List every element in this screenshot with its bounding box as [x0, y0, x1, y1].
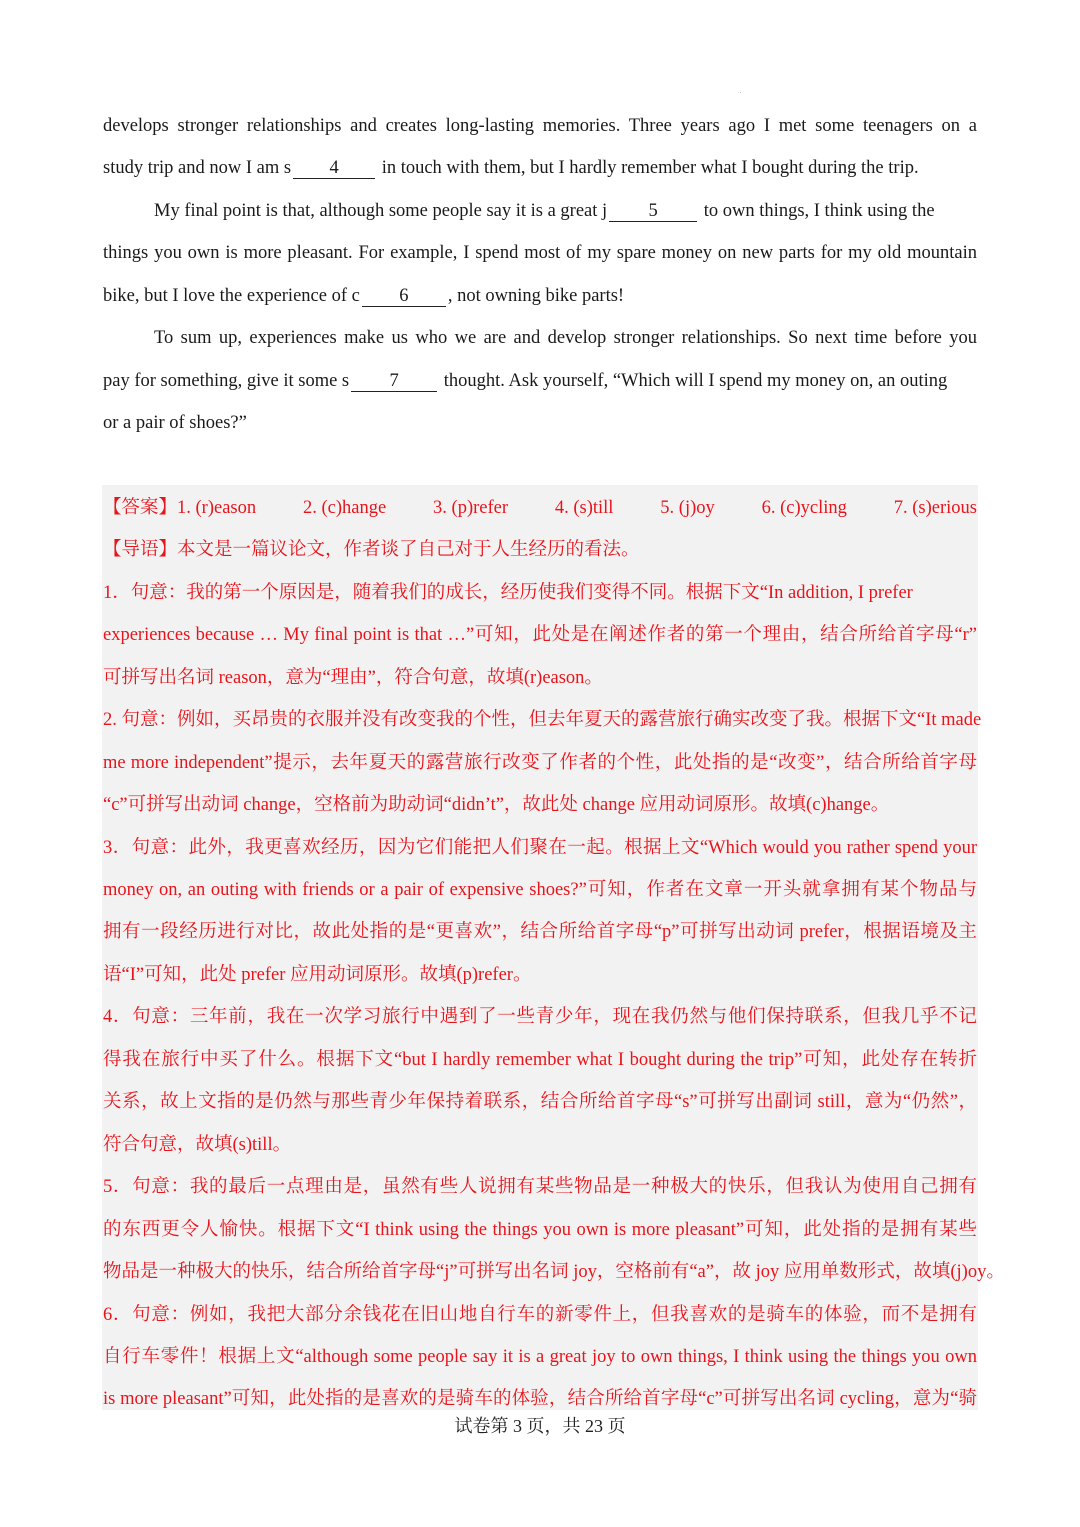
passage-text: to own things, I think using the [699, 201, 935, 221]
passage-line: or a pair of shoes?” [103, 413, 247, 433]
passage-line: things you own is more pleasant. For example, I spend most of my spare money on new parts for my old mountain [103, 243, 977, 263]
explanation-line: 4．句意：三年前，我在一次学习旅行中遇到了一些青少年，现在我仍然与他们保持联系，但我几乎不记 [103, 1007, 977, 1027]
answer-item: 6. (c)ycling [761, 498, 847, 518]
explanation-line: 6．句意：例如，我把大部分余钱花在旧山地自行车的新零件上，但我喜欢的是骑车的体验，而不是拥有 [103, 1305, 977, 1325]
passage-line: develops stronger relationships and creates long-lasting memories. Three years ago I met some teenagers on a [103, 116, 977, 136]
passage-text: study trip and now I am s [103, 158, 292, 178]
explanation-line: “c”可拼写出动词 change，空格前为助动词“didn’t”，故此处 change 应用动词原形。故填(c)hange。 [103, 795, 890, 815]
passage-text: in touch with them, but I hardly remember what I bought during the trip. [377, 158, 919, 178]
blank-7: 7 [351, 371, 437, 392]
explanation-line: 符合句意，故填(s)till。 [103, 1135, 292, 1155]
answer-label: 【答案】 [103, 498, 178, 518]
blank-4: 4 [293, 158, 375, 179]
scan-speck [740, 92, 741, 93]
intro-text: 本文是一篇议论文，作者谈了自己对于人生经历的看法。 [177, 540, 640, 560]
blank-6: 6 [362, 286, 446, 307]
intro-line [103, 538, 977, 562]
passage-line [103, 284, 977, 308]
explanation-line: 得我在旅行中买了什么。根据下文“but I hardly remember what I bought during the trip”可知，此处存在转折 [103, 1050, 977, 1070]
explanation-line: me more independent”提示，去年夏天的露营旅行改变了作者的个性，此处指的是“改变”，结合所给首字母 [103, 753, 977, 773]
passage-line [103, 199, 977, 223]
explanation-line: 5．句意：我的最后一点理由是，虽然有些人说拥有某些物品是一种极大的快乐，但我认为使用自己拥有 [103, 1177, 977, 1197]
answer-item: 2. (c)hange [302, 498, 387, 518]
passage-text: pay for something, give it some s [103, 371, 350, 391]
explanation-line: 可拼写出名词 reason，意为“理由”，符合句意，故填(r)eason。 [103, 668, 603, 688]
explanation-line: experiences because … My final point is that …”可知，此处是在阐述作者的第一个理由，结合所给首字母“r” [103, 625, 977, 645]
explanation-line: is more pleasant”可知，此处指的是喜欢的是骑车的体验，结合所给首字母“c”可拼写出名词 cycling，意为“骑 [103, 1389, 977, 1409]
passage-line [103, 156, 977, 180]
explanation-line: 语“I”可知，此处 prefer 应用动词原形。故填(p)refer。 [103, 965, 532, 985]
page-footer: 试卷第 3 页，共 23 页 [454, 1416, 626, 1436]
intro-label: 【导语】 [103, 540, 178, 560]
answer-item: 【答案】1. (r)eason [103, 498, 257, 518]
passage-text: My final point is that, although some people say it is a great j [154, 201, 608, 221]
explanation-line: 3．句意：此外，我更喜欢经历，因为它们能把人们聚在一起。根据上文“Which would you rather spend your [103, 838, 977, 858]
passage-line: To sum up, experiences make us who we are and develop stronger relationships. So next time before you [154, 328, 977, 348]
explanation-line: 物品是一种极大的快乐，结合所给首字母“j”可拼写出名词 joy，空格前有“a”，故 joy 应用单数形式，故填(j)oy。 [103, 1262, 1005, 1282]
blank-5: 5 [609, 201, 697, 222]
passage-text: , not owning bike parts! [447, 286, 625, 306]
passage-text: bike, but I love the experience of c [103, 286, 360, 306]
answer-item: 4. (s)till [554, 498, 614, 518]
explanation-line: 自行车零件！根据上文“although some people say it is a great joy to own things, I think using the things you own [103, 1347, 977, 1367]
answer-key-row [103, 496, 977, 520]
passage-text: thought. Ask yourself, “Which will I spend my money on, an outing [439, 371, 948, 391]
answer-item: 5. (j)oy [660, 498, 715, 518]
explanation-line: money on, an outing with friends or a pair of expensive shoes?”可知，作者在文章一开头就拿拥有某个物品与 [103, 880, 977, 900]
passage-line [103, 369, 977, 393]
answer-item: 3. (p)refer [433, 498, 509, 518]
explanation-line: 关系，故上文指的是仍然与那些青少年保持着联系，结合所给首字母“s”可拼写出副词 still，意为“仍然”， [103, 1092, 977, 1112]
explanation-line: 1．句意：我的第一个原因是，随着我们的成长，经历使我们变得不同。根据下文“In addition, I prefer [103, 583, 913, 603]
explanation-line: 2. 句意：例如，买昂贵的衣服并没有改变我的个性，但去年夏天的露营旅行确实改变了我。根据下文“It made [103, 710, 982, 730]
explanation-line: 拥有一段经历进行对比，故此处指的是“更喜欢”，结合所给首字母“p”可拼写出动词 prefer，根据语境及主 [103, 922, 977, 942]
answer-item: 7. (s)erious [893, 498, 977, 518]
explanation-line: 的东西更令人愉快。根据下文“I think using the things you own is more pleasant”可知，此处指的是拥有某些 [103, 1220, 977, 1240]
